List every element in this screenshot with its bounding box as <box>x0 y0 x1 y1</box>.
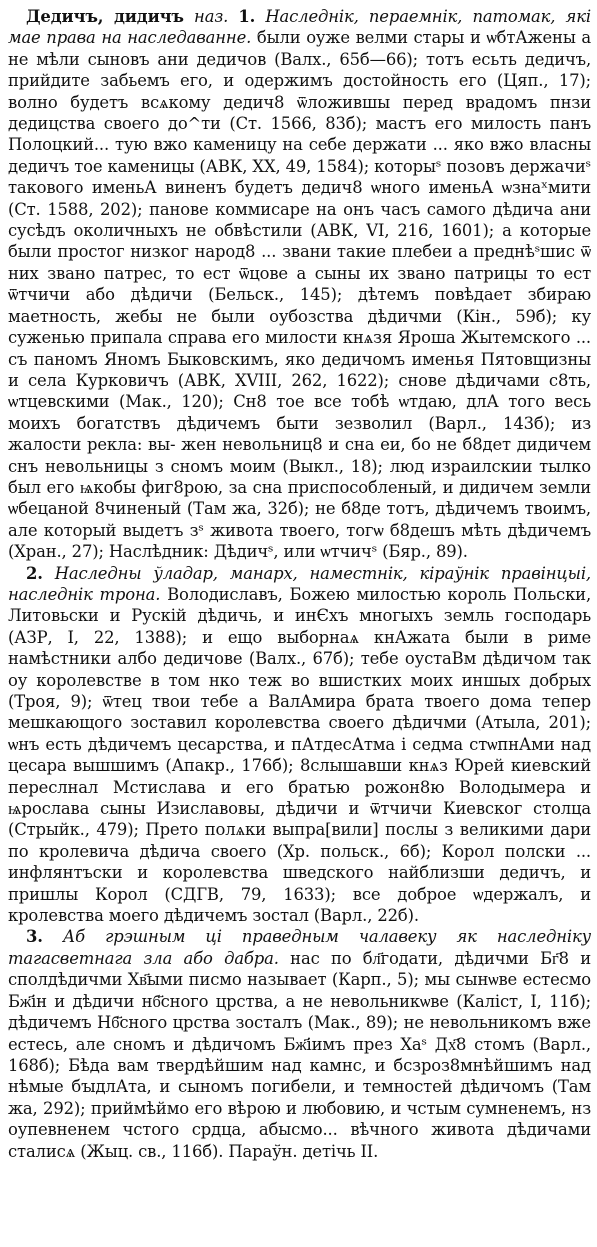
sense-gloss: Наследны ўладар, манарх, наместнік, кіраўнік правінцыі, наследнік трона. <box>8 563 591 604</box>
dictionary-page <box>8 6 591 1162</box>
sense-number: 2. <box>26 563 43 583</box>
sense-citations: были оуже велми стары и ѡбтАжены а не мѣли сыновъ ани дедичов (Валх., 65б—66); тотъ есьть дедичъ, прийдите забьемъ его, и одержимъ достойность его (Цяп., 17); волно будетъ всѧкому дедич8 ѿложившы перед врадомъ пнзи дедицства своего до^ти (Ст. 1566, 83б); мастъ его милость панъ Полоцкий... тую вжо каменицу на себе держати ... яко вжо власны дедичъ тое каменицы (АВК, XX, 49, 1584); которыˢ позовъ держачиˢ такового именьА виненъ будетъ дедич8 ѡного именьА ѡзнаˣмити (Ст. 1588, 202); панове коммисаре на онъ часъ самого дѣдича ани сусѣдъ околичныхъ не обвѣстили (АВК, VI, 216, 1601); а которые были простог низког народ8 ... звани такие плебеи а преднѣˢшис ѿ них звано патрес, то ест ѿцове а сыны их звано патрицы то ест ѿтчичи або дѣдичи (Бельск., 145); дѣтемъ повѣдает збираю маетность, жебы не были оубозства дѣдичми (Кін., 59б); ку суженью припала справа его милости кнѧзя Яроша Жытемского ... съ паномъ Яномъ Быковскимъ, яко дедичомъ именья Пятовщизны и села Курковичъ (АВК, XVIII, 262, 1622); снове дѣдичами с8ть, ѡтцевскими (Мак., 120); Сн8 тое все тобѣ ѡтдаю, длА того весь моихъ богатствъ дѣдичемъ быти зезволил (Варл., 143б); из жалости рекла: вы- жен невольниц8 и сна еи, бо не б8дет дидичем снъ невольницы з сномъ моим (Выкл., 18); люд израилскии тылко был его ѩкобы фиг8рою, за сна приспособленый, и дидичем земли ѡбецаной 8чиненый (Там жа, 32б); не б8де тотъ, дѣдичемъ твоимъ, але который выдетъ зˢ живота твоего, тогѡ б8дешъ мѣть дѣдичемъ (Хран., 27); Наслѣдник: Дѣдичˢ, или ѡтчичˢ (Бяр., 89). <box>8 28 592 562</box>
dictionary-entry-sense-1 <box>8 6 591 563</box>
sense-gloss: Аб грэшным ці праведным чалавеку як наследніку тагасветнага зла або дабра. <box>8 927 591 968</box>
entry-headword: Дедичъ, дидичъ <box>26 7 184 26</box>
sense-citations: Володиславъ, Божею милостью король Польски, Литовьски и Рускій дѣдичь, и инЄхъ многыхъ земль господарь (АЗР, I, 22, 1388); и ещо выборнаѧ кнАжата были в риме намѣстники албо дедичове (Валх., 67б); тебе оустаВм дѣдичом так оу королевстве в том нко теж во вшистких моих иншых добрых (Троя, 9); ѿтец твои тебе а ВалАмира брата твоего дома тепер мешкающого зоставил королевства своего дѣдичми (Атыла, 201); ѡнъ есть дѣдичемъ цесарства, и пАтдесАтма і седма стѡпнАми над цесара вышшимъ (Апакр., 176б); 8слышавши кнѧз Юрей киевский переслнал Мстислава и его братью рожон8ю Володымера и ѩрослава сыны Изиславовы, дѣдичи и ѿтчичи Киевског столца (Стрыйк., 479); Прето полѧки выпра[вили] послы з великими дари по кролевича дѣдича своего (Хр. польск., 6б); Корол полски ... инфлянтъски и королевства шведского найблизши дедичъ, и пришлы Корол (СДГВ, 79, 1633); все доброе ѡдержалъ, и кролевства моего дѣдичемъ зостал (Варл., 22б). <box>8 584 591 926</box>
dictionary-entry-sense-3 <box>8 926 591 1161</box>
entry-grammar-label: наз. <box>194 7 229 26</box>
sense-number: 1. <box>238 7 256 26</box>
sense-gloss: Наследнік, пераемнік, патомак, які мае права на наследаванне. <box>8 7 591 48</box>
sense-citations: нас по бл҃годати, дѣдичми Бг҃8 и сполдѣдичми Хв҃ыми писмо называет (Карп., 5); мы сынѡве естесмо Бж҃ін и дѣдичи нб҃сного црства, а не невольникѡве (Каліст, I, 11б); дѣдичемъ Нб҃сного црства зосталъ (Мак., 89); не невольникомъ вже естесь, але сномъ и дѣдичомъ Бж҃іимъ през Хаˢ Дх҃8 стомъ (Варл., 168б); Бѣда вам твердѣйшим над камнс, и бсзроз8мнѣйшимъ над нѣмые бꙑдлАта, и сыномъ погибели, и темностей дѣдичомъ (Там жа, 292); приймѣймо его вѣрою и любовию, и чстым сумненемъ, нз оупевненем чстого срдца, абысмо... вѣчного живота дѣдичами сталисѧ (Жыц. св., 116б). Параўн. детічь II. <box>8 948 591 1161</box>
dictionary-entry-sense-2 <box>8 563 591 927</box>
sense-number: 3. <box>26 927 43 947</box>
